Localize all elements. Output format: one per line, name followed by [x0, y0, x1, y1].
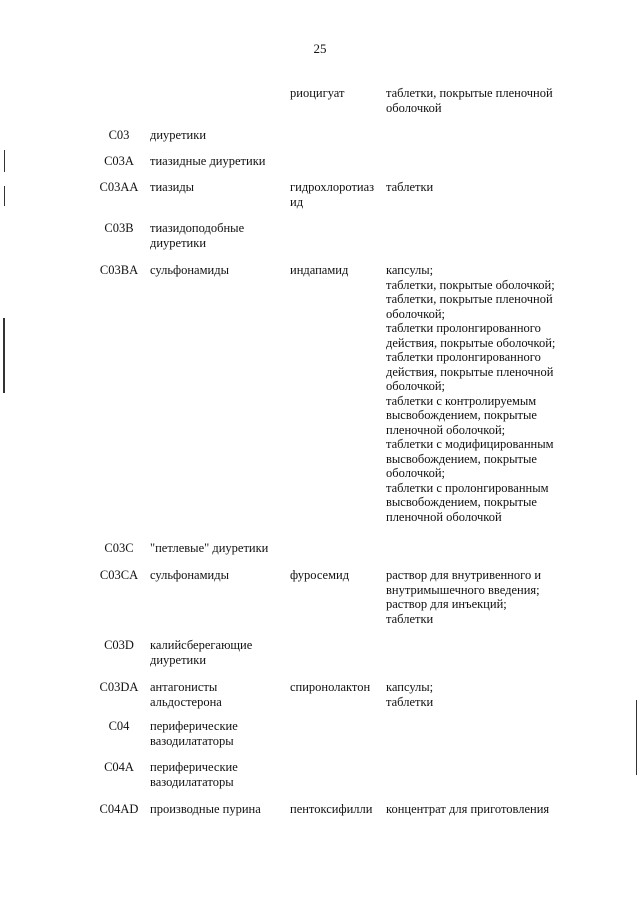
atc-group-name: тиазидные диуретики	[150, 154, 266, 168]
atc-code: C04A	[104, 760, 134, 774]
dosage-form-line: раствор для внутривенного и	[386, 568, 542, 582]
dosage-form-line: оболочкой;	[386, 466, 445, 480]
atc-group-name: сульфонамиды	[150, 568, 229, 582]
dosage-forms	[386, 680, 571, 709]
atc-group-name: периферические вазодилататоры	[150, 760, 238, 789]
page-number: 25	[313, 41, 327, 56]
scan-mark	[4, 150, 5, 172]
dosage-form-line: раствор для инъекций;	[386, 597, 507, 611]
scan-mark	[4, 186, 5, 206]
atc-code: C03BA	[99, 263, 139, 277]
dosage-form-line: действия, покрытые оболочкой;	[386, 335, 556, 350]
scan-mark	[636, 700, 637, 775]
dosage-form-line: пленочной оболочкой;	[386, 422, 506, 437]
dosage-forms	[386, 180, 571, 195]
dosage-form-line: таблетки	[386, 694, 434, 709]
atc-group-name: периферические вазодилататоры	[150, 719, 238, 748]
dosage-forms	[386, 86, 571, 115]
dosage-form-line: таблетки пролонгированного	[386, 321, 541, 335]
dosage-form-line: капсулы;	[386, 680, 434, 694]
dosage-forms	[386, 263, 571, 524]
atc-group-name: антагонисты альдостерона	[150, 680, 222, 709]
dosage-form-line: действия, покрытые пленочной	[386, 364, 554, 379]
drug-name: риоцигуат	[290, 86, 345, 100]
atc-code: C03D	[104, 638, 134, 652]
dosage-form-line: высвобождением, покрытые	[386, 495, 537, 509]
atc-code: C03A	[104, 154, 134, 168]
atc-code: C03AA	[99, 180, 139, 194]
dosage-form-line: таблетки пролонгированного	[386, 350, 541, 364]
scan-mark	[3, 318, 5, 393]
atc-code: C03DA	[99, 680, 139, 694]
dosage-form-line: таблетки с пролонгированным	[386, 480, 549, 495]
dosage-form-line: таблетки, покрытые пленочной	[386, 86, 553, 100]
atc-group-name: тиазидоподобные диуретики	[150, 221, 245, 250]
dosage-forms	[386, 802, 571, 817]
dosage-form-line: таблетки	[386, 611, 434, 626]
drug-name: фуросемид	[290, 568, 350, 582]
atc-code: C03B	[104, 221, 134, 235]
dosage-form-line: таблетки	[386, 180, 434, 194]
dosage-form-line: оболочкой;	[386, 379, 445, 393]
dosage-form-line: оболочкой;	[386, 306, 445, 321]
atc-group-name: калийсберегающие диуретики	[150, 638, 253, 667]
drug-name: пентоксифилли	[290, 802, 373, 816]
dosage-form-line: внутримышечного введения;	[386, 582, 540, 597]
atc-group-name: диуретики	[150, 128, 207, 142]
dosage-form-line: таблетки, покрытые оболочкой;	[386, 277, 555, 292]
atc-code: C03	[108, 128, 130, 142]
dosage-form-line: пленочной оболочкой	[386, 509, 502, 524]
drug-name: спиронолактон	[290, 680, 371, 694]
dosage-form-line: концентрат для приготовления	[386, 802, 550, 816]
drug-name: гидрохлоротиаз ид	[290, 180, 375, 209]
dosage-form-line: высвобождением, покрытые	[386, 408, 537, 422]
atc-code: C04	[108, 719, 130, 733]
dosage-form-line: оболочкой	[386, 100, 442, 115]
atc-group-name: сульфонамиды	[150, 263, 229, 277]
dosage-form-line: таблетки, покрытые пленочной	[386, 292, 553, 306]
atc-code: C03C	[104, 541, 134, 555]
dosage-form-line: таблетки с модифицированным	[386, 437, 554, 451]
dosage-forms	[386, 568, 571, 626]
atc-group-name: производные пурина	[150, 802, 261, 816]
drug-name: индапамид	[290, 263, 349, 277]
dosage-form-line: таблетки с контролируемым	[386, 393, 537, 408]
atc-code: C03CA	[99, 568, 139, 582]
atc-group-name: "петлевые" диуретики	[150, 541, 269, 555]
atc-code: C04AD	[99, 802, 139, 816]
atc-group-name: тиазиды	[150, 180, 195, 194]
dosage-form-line: высвобождением, покрытые	[386, 451, 537, 466]
dosage-form-line: капсулы;	[386, 263, 434, 277]
